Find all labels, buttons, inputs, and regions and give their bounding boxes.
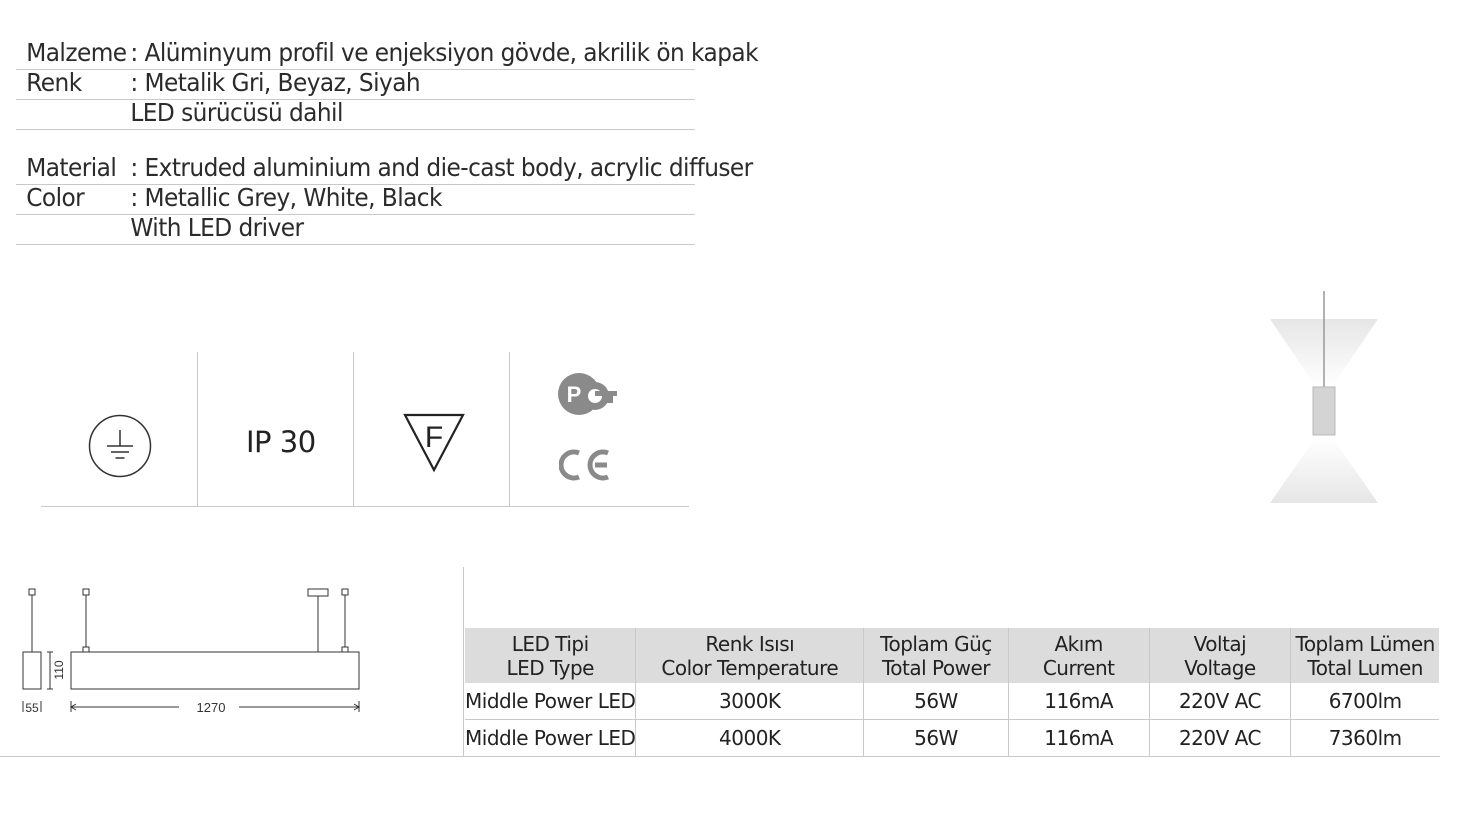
divider <box>463 567 464 757</box>
table-cell: 6700lm <box>1291 683 1439 720</box>
width-dimension-label: 55 <box>25 701 39 715</box>
table-cell: 4000K <box>636 720 864 757</box>
earth-ground-icon <box>88 414 152 478</box>
table-cell: 220V AC <box>1149 720 1291 757</box>
ce-mark-icon <box>559 447 615 483</box>
ip-rating: IP 30 <box>246 425 316 459</box>
spec-row <box>16 153 753 185</box>
divider <box>353 352 354 506</box>
led-spec-table <box>465 628 1439 757</box>
column-header-led-type: LED Tipi LED Type <box>465 628 636 683</box>
spec-row <box>16 185 695 215</box>
technical-drawing <box>14 585 374 720</box>
column-header-color-temperature: Renk Isısı Color Temperature <box>636 628 864 683</box>
spec-list-english <box>16 153 753 245</box>
spec-row <box>16 100 695 130</box>
table-cell: 116mA <box>1008 683 1149 720</box>
pct-mark-icon <box>557 370 621 418</box>
spec-value: : Extruded aluminium and die-cast body, acrylic diffuser <box>130 153 753 182</box>
spec-value: With LED driver <box>130 213 304 242</box>
height-dimension-label: 110 <box>52 660 66 680</box>
table-cell: 116mA <box>1008 720 1149 757</box>
table-cell: Middle Power LED <box>465 683 636 720</box>
spec-list-turkish <box>16 38 758 130</box>
table-header-row <box>465 628 1439 683</box>
svg-text:P: P <box>566 382 582 407</box>
f-mark-icon <box>402 412 466 474</box>
spec-value: : Metallic Grey, White, Black <box>130 183 442 212</box>
table-row <box>465 720 1439 757</box>
spec-row <box>16 70 695 100</box>
column-header-current: Akım Current <box>1008 628 1149 683</box>
spec-row <box>16 215 695 245</box>
certification-icons-row <box>41 352 689 507</box>
column-header-total-lumen: Toplam Lümen Total Lumen <box>1291 628 1439 683</box>
spec-value: LED sürücüsü dahil <box>130 98 343 127</box>
spec-value: : Metalik Gri, Beyaz, Siyah <box>130 68 421 97</box>
column-header-total-power: Toplam Güç Total Power <box>864 628 1009 683</box>
spec-key: Malzeme <box>26 38 127 67</box>
table-cell: 220V AC <box>1149 683 1291 720</box>
table-cell: 7360lm <box>1291 720 1439 757</box>
length-dimension-label: 1270 <box>196 700 226 715</box>
divider <box>0 756 1440 757</box>
divider <box>509 352 510 506</box>
table-cell: 3000K <box>636 683 864 720</box>
spec-key: Material <box>26 153 117 182</box>
table-cell: Middle Power LED <box>465 720 636 757</box>
spec-key: Color <box>26 183 85 212</box>
light-distribution-icon <box>1268 291 1380 506</box>
table-row <box>465 683 1439 720</box>
table-cell: 56W <box>864 683 1009 720</box>
column-header-voltage: Voltaj Voltage <box>1149 628 1291 683</box>
spec-row <box>16 38 758 70</box>
divider <box>197 352 198 506</box>
table-cell: 56W <box>864 720 1009 757</box>
f-mark-label: F <box>424 421 444 454</box>
spec-key: Renk <box>26 68 82 97</box>
spec-value: : Alüminyum profil ve enjeksiyon gövde, akrilik ön kapak <box>130 38 758 67</box>
